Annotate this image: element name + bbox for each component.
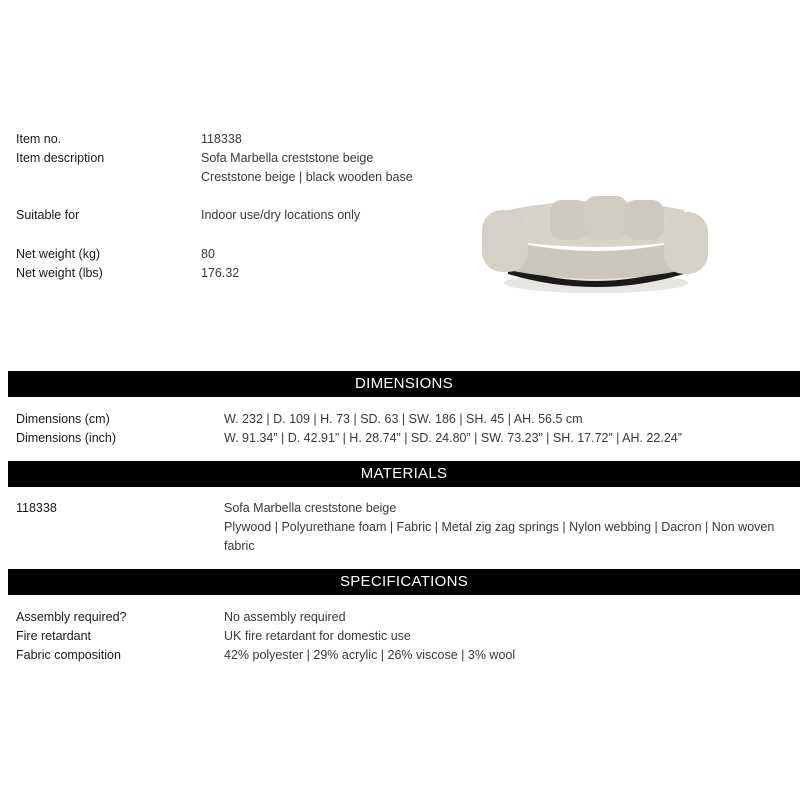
dimensions-cm-row	[0, 410, 800, 429]
item-no-label: Item no.	[16, 132, 62, 146]
cropped-area	[0, 673, 800, 800]
suitable-for-value: Indoor use/dry locations only	[201, 208, 361, 222]
dimensions-cm-label: Dimensions (cm)	[16, 412, 110, 426]
dimensions-inch-value: W. 91.34” | D. 42.91” | H. 28.74” | SD. 24.80” | SW. 73.23” | SH. 17.72” | AH. 22.24”	[224, 431, 682, 445]
dimensions-inch-label: Dimensions (inch)	[16, 431, 117, 445]
specifications-header: SPECIFICATIONS	[8, 569, 800, 595]
sofa-product-image	[478, 188, 714, 298]
dimensions-cm-value: W. 232 | D. 109 | H. 73 | SD. 63 | SW. 186 | SH. 45 | AH. 56.5 cm	[224, 412, 583, 426]
spec-value: No assembly required	[224, 610, 346, 624]
cushion-1	[550, 200, 588, 240]
materials-code: 118338	[16, 501, 57, 515]
cushion-3	[624, 200, 664, 240]
spec-label: Fire retardant	[16, 629, 92, 643]
item-description-line1: Sofa Marbella creststone beige	[201, 151, 374, 165]
materials-list: Plywood | Polyurethane foam | Fabric | Metal zig zag springs | Nylon webbing | Dacron | Non woven fabric	[224, 520, 775, 553]
spec-label: Assembly required?	[16, 610, 127, 624]
materials-row	[0, 499, 800, 518]
item-description-label: Item description	[16, 151, 105, 165]
suitable-for-label: Suitable for	[16, 208, 80, 222]
item-description-row-2	[0, 168, 800, 187]
item-no-value: 118338	[201, 132, 242, 146]
dimensions-inch-row	[0, 429, 800, 448]
net-weight-lbs-label: Net weight (lbs)	[16, 266, 103, 280]
spec-row	[0, 608, 800, 627]
spec-row	[0, 627, 800, 646]
spec-row	[0, 646, 800, 665]
cushion-2	[584, 196, 628, 240]
item-no-row	[0, 130, 800, 149]
materials-name: Sofa Marbella creststone beige	[224, 501, 397, 515]
spec-label: Fabric composition	[16, 648, 121, 662]
materials-header: MATERIALS	[8, 461, 800, 487]
net-weight-lbs-value: 176.32	[201, 266, 240, 280]
spec-value: 42% polyester | 29% acrylic | 26% viscose | 3% wool	[224, 648, 516, 662]
item-description-line2: Creststone beige | black wooden base	[201, 170, 413, 184]
dimensions-header: DIMENSIONS	[8, 371, 800, 397]
right-arm	[664, 212, 708, 274]
left-arm	[482, 210, 528, 272]
item-description-row	[0, 149, 800, 168]
spec-value: UK fire retardant for domestic use	[224, 629, 411, 643]
net-weight-kg-label: Net weight (kg)	[16, 247, 101, 261]
net-weight-kg-value: 80	[201, 247, 215, 261]
